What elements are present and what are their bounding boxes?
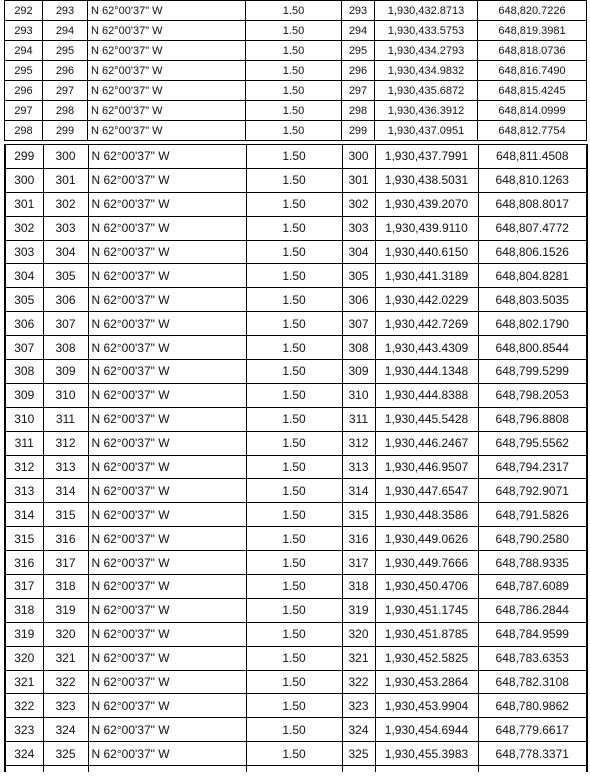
cell-bearing: N 62°00'37" W (88, 407, 246, 431)
cell-easting: 648,804.8281 (478, 264, 587, 288)
cell-northing: 1,930,432.8713 (375, 1, 478, 21)
cell-from-station: 311 (5, 431, 43, 455)
cell-from-station: 298 (5, 121, 43, 141)
cell-to-station: 313 (43, 455, 88, 479)
cell-from-station: 324 (5, 742, 43, 766)
cell-northing: 1,930,446.9507 (375, 455, 478, 479)
cell-easting: 648,812.7754 (478, 121, 587, 141)
cell-to-station: 323 (43, 694, 88, 718)
cell-easting: 648,796.8808 (478, 407, 587, 431)
cell-distance: 1.50 (246, 575, 342, 599)
cell-distance: 1.50 (246, 407, 342, 431)
cell-bearing: N 62°00'37" W (88, 61, 246, 81)
survey-table-upper-body (5, 1, 587, 141)
cell-easting: 648,786.2844 (478, 598, 587, 622)
cell-from-station: 306 (5, 312, 43, 336)
cell-distance: 1.50 (246, 598, 342, 622)
cell-easting: 648,778.3371 (478, 742, 587, 766)
cell-northing: 1,930,451.8785 (375, 622, 478, 646)
cell-easting: 648,784.9599 (478, 622, 587, 646)
cell-point-id: 313 (342, 455, 375, 479)
cell-easting: 648,790.2580 (478, 527, 587, 551)
cell-to-station: 306 (43, 288, 88, 312)
cell-point-id: 317 (342, 551, 375, 575)
table-row (5, 360, 587, 384)
cell-point-id: 322 (342, 670, 375, 694)
cell-distance: 1.50 (246, 81, 342, 101)
cell-to-station: 315 (43, 503, 88, 527)
cell-from-station: 295 (5, 61, 43, 81)
cell-to-station: 305 (43, 264, 88, 288)
cell-point-id: 316 (342, 527, 375, 551)
cell-easting: 648,794.2317 (478, 455, 587, 479)
cell-easting: 648,788.9335 (478, 551, 587, 575)
cell-distance: 1.50 (246, 288, 342, 312)
cell-point-id: 324 (342, 718, 375, 742)
cell-bearing: N 62°00'37" W (88, 1, 246, 21)
cell-point-id: 325 (342, 742, 375, 766)
cell-from-station: 305 (5, 288, 43, 312)
cell-point-id: 294 (342, 21, 375, 41)
table-row (5, 407, 587, 431)
table-row-cutoff (5, 766, 587, 772)
cell-from-station: 293 (5, 21, 43, 41)
cell-to-station: 324 (43, 718, 88, 742)
cell-easting: 648,811.4508 (478, 145, 587, 169)
cell-northing: 1,930,450.4706 (375, 575, 478, 599)
cell-northing: 1,930,445.5428 (375, 407, 478, 431)
cell-easting: 648,810.1263 (478, 168, 587, 192)
cell-northing: 1,930,434.2793 (375, 41, 478, 61)
cell-point-id: 309 (342, 360, 375, 384)
cell-to-station: 293 (43, 1, 88, 21)
table-row (5, 670, 587, 694)
cell-to-station: 310 (43, 383, 88, 407)
cell-from-station: 318 (5, 598, 43, 622)
cell-bearing: N 62°00'37" W (88, 694, 246, 718)
cell-bearing: N 62°00'37" W (88, 312, 246, 336)
cell-bearing: N 62°00'37" W (88, 145, 246, 169)
cell-empty (478, 766, 587, 772)
survey-table-lower (4, 144, 588, 772)
cell-bearing: N 62°00'37" W (88, 598, 246, 622)
table-row (5, 646, 587, 670)
cell-bearing: N 62°00'37" W (88, 168, 246, 192)
cell-bearing: N 62°00'37" W (88, 264, 246, 288)
cell-distance: 1.50 (246, 527, 342, 551)
survey-table-lower-body (5, 145, 587, 772)
cell-from-station: 320 (5, 646, 43, 670)
cell-to-station: 325 (43, 742, 88, 766)
cell-easting: 648,792.9071 (478, 479, 587, 503)
cell-from-station: 302 (5, 216, 43, 240)
cell-distance: 1.50 (246, 694, 342, 718)
table-row (5, 1, 587, 21)
cell-northing: 1,930,433.5753 (375, 21, 478, 41)
cell-to-station: 319 (43, 598, 88, 622)
table-row (5, 694, 587, 718)
cell-bearing: N 62°00'37" W (88, 718, 246, 742)
cell-distance: 1.50 (246, 360, 342, 384)
cell-point-id: 320 (342, 622, 375, 646)
cell-northing: 1,930,453.2864 (375, 670, 478, 694)
cell-easting: 648,779.6617 (478, 718, 587, 742)
cell-distance: 1.50 (246, 216, 342, 240)
cell-northing: 1,930,454.6944 (375, 718, 478, 742)
cell-easting: 648,820.7226 (478, 1, 587, 21)
table-row (5, 336, 587, 360)
cell-easting: 648,782.3108 (478, 670, 587, 694)
cell-from-station: 313 (5, 479, 43, 503)
cell-distance: 1.50 (246, 101, 342, 121)
cell-easting: 648,780.9862 (478, 694, 587, 718)
cell-easting: 648,807.4772 (478, 216, 587, 240)
survey-table-page (4, 0, 586, 772)
cell-to-station: 309 (43, 360, 88, 384)
table-row (5, 21, 587, 41)
cell-to-station: 307 (43, 312, 88, 336)
table-row (5, 312, 587, 336)
cell-from-station: 317 (5, 575, 43, 599)
cell-to-station: 296 (43, 61, 88, 81)
cell-northing: 1,930,447.6547 (375, 479, 478, 503)
cell-from-station: 296 (5, 81, 43, 101)
cell-empty (43, 766, 88, 772)
table-row (5, 551, 587, 575)
cell-distance: 1.50 (246, 192, 342, 216)
cell-bearing: N 62°00'37" W (88, 101, 246, 121)
cell-point-id: 307 (342, 312, 375, 336)
cell-bearing: N 62°00'37" W (88, 41, 246, 61)
cell-northing: 1,930,442.0229 (375, 288, 478, 312)
cell-distance: 1.50 (246, 240, 342, 264)
cell-easting: 648,815.4245 (478, 81, 587, 101)
table-row (5, 503, 587, 527)
cell-northing: 1,930,452.5825 (375, 646, 478, 670)
table-row (5, 288, 587, 312)
cell-easting: 648,814.0999 (478, 101, 587, 121)
cell-to-station: 312 (43, 431, 88, 455)
cell-from-station: 301 (5, 192, 43, 216)
cell-point-id: 308 (342, 336, 375, 360)
table-row (5, 168, 587, 192)
cell-distance: 1.50 (246, 551, 342, 575)
table-row (5, 264, 587, 288)
cell-point-id: 323 (342, 694, 375, 718)
cell-distance: 1.50 (246, 1, 342, 21)
cell-bearing: N 62°00'37" W (88, 670, 246, 694)
cell-northing: 1,930,442.7269 (375, 312, 478, 336)
cell-from-station: 304 (5, 264, 43, 288)
cell-to-station: 302 (43, 192, 88, 216)
cell-to-station: 294 (43, 21, 88, 41)
cell-bearing: N 62°00'37" W (88, 192, 246, 216)
cell-northing: 1,930,439.2070 (375, 192, 478, 216)
table-row (5, 192, 587, 216)
table-row (5, 742, 587, 766)
cell-from-station: 292 (5, 1, 43, 21)
cell-from-station: 294 (5, 41, 43, 61)
cell-bearing: N 62°00'37" W (88, 21, 246, 41)
cell-distance: 1.50 (246, 41, 342, 61)
cell-from-station: 310 (5, 407, 43, 431)
table-row (5, 41, 587, 61)
cell-bearing: N 62°00'37" W (88, 431, 246, 455)
cell-to-station: 316 (43, 527, 88, 551)
cell-point-id: 311 (342, 407, 375, 431)
cell-point-id: 304 (342, 240, 375, 264)
table-row (5, 598, 587, 622)
cell-distance: 1.50 (246, 622, 342, 646)
cell-bearing: N 62°00'37" W (88, 742, 246, 766)
cell-distance: 1.50 (246, 431, 342, 455)
cell-from-station: 309 (5, 383, 43, 407)
cell-point-id: 303 (342, 216, 375, 240)
cell-from-station: 321 (5, 670, 43, 694)
cell-point-id: 293 (342, 1, 375, 21)
cell-easting: 648,818.0736 (478, 41, 587, 61)
table-row (5, 479, 587, 503)
cell-northing: 1,930,435.6872 (375, 81, 478, 101)
cell-easting: 648,783.6353 (478, 646, 587, 670)
cell-distance: 1.50 (246, 168, 342, 192)
cell-northing: 1,930,438.5031 (375, 168, 478, 192)
cell-point-id: 302 (342, 192, 375, 216)
cell-distance: 1.50 (246, 646, 342, 670)
cell-distance: 1.50 (246, 670, 342, 694)
cell-easting: 648,816.7490 (478, 61, 587, 81)
cell-from-station: 319 (5, 622, 43, 646)
cell-point-id: 301 (342, 168, 375, 192)
cell-from-station: 307 (5, 336, 43, 360)
cell-distance: 1.50 (246, 61, 342, 81)
table-row (5, 383, 587, 407)
cell-point-id: 298 (342, 101, 375, 121)
table-row (5, 575, 587, 599)
cell-to-station: 308 (43, 336, 88, 360)
cell-from-station: 312 (5, 455, 43, 479)
table-row (5, 622, 587, 646)
table-row (5, 145, 587, 169)
cell-bearing: N 62°00'37" W (88, 646, 246, 670)
cell-from-station: 315 (5, 527, 43, 551)
cell-bearing: N 62°00'37" W (88, 121, 246, 141)
cell-bearing: N 62°00'37" W (88, 383, 246, 407)
cell-northing: 1,930,455.3983 (375, 742, 478, 766)
cell-to-station: 321 (43, 646, 88, 670)
cell-bearing: N 62°00'37" W (88, 455, 246, 479)
cell-easting: 648,787.6089 (478, 575, 587, 599)
cell-bearing: N 62°00'37" W (88, 527, 246, 551)
cell-easting: 648,802.1790 (478, 312, 587, 336)
cell-to-station: 300 (43, 145, 88, 169)
table-row (5, 718, 587, 742)
cell-to-station: 317 (43, 551, 88, 575)
cell-northing: 1,930,444.8388 (375, 383, 478, 407)
cell-northing: 1,930,434.9832 (375, 61, 478, 81)
cell-northing: 1,930,449.7666 (375, 551, 478, 575)
cell-northing: 1,930,448.3586 (375, 503, 478, 527)
table-row (5, 121, 587, 141)
cell-to-station: 320 (43, 622, 88, 646)
cell-from-station: 308 (5, 360, 43, 384)
cell-bearing: N 62°00'37" W (88, 503, 246, 527)
cell-to-station: 311 (43, 407, 88, 431)
cell-distance: 1.50 (246, 121, 342, 141)
cell-distance: 1.50 (246, 21, 342, 41)
cell-to-station: 314 (43, 479, 88, 503)
cell-easting: 648,808.8017 (478, 192, 587, 216)
cell-bearing: N 62°00'37" W (88, 551, 246, 575)
survey-table-upper (4, 0, 587, 141)
cell-distance: 1.50 (246, 336, 342, 360)
cell-empty (342, 766, 375, 772)
cell-from-station: 299 (5, 145, 43, 169)
cell-easting: 648,799.5299 (478, 360, 587, 384)
cell-empty (375, 766, 478, 772)
cell-distance: 1.50 (246, 312, 342, 336)
cell-to-station: 304 (43, 240, 88, 264)
cell-northing: 1,930,451.1745 (375, 598, 478, 622)
cell-point-id: 319 (342, 598, 375, 622)
cell-from-station: 316 (5, 551, 43, 575)
cell-easting: 648,798.2053 (478, 383, 587, 407)
cell-bearing: N 62°00'37" W (88, 622, 246, 646)
cell-point-id: 306 (342, 288, 375, 312)
cell-bearing: N 62°00'37" W (88, 479, 246, 503)
cell-distance: 1.50 (246, 145, 342, 169)
cell-northing: 1,930,449.0626 (375, 527, 478, 551)
cell-point-id: 321 (342, 646, 375, 670)
cell-to-station: 295 (43, 41, 88, 61)
cell-to-station: 298 (43, 101, 88, 121)
cell-bearing: N 62°00'37" W (88, 575, 246, 599)
cell-empty (5, 766, 43, 772)
cell-empty (246, 766, 342, 772)
cell-northing: 1,930,437.7991 (375, 145, 478, 169)
cell-point-id: 295 (342, 41, 375, 61)
cell-northing: 1,930,453.9904 (375, 694, 478, 718)
table-row (5, 61, 587, 81)
cell-bearing: N 62°00'37" W (88, 216, 246, 240)
table-row (5, 216, 587, 240)
cell-distance: 1.50 (246, 383, 342, 407)
cell-empty (88, 766, 246, 772)
cell-point-id: 300 (342, 145, 375, 169)
cell-northing: 1,930,441.3189 (375, 264, 478, 288)
cell-point-id: 314 (342, 479, 375, 503)
cell-from-station: 303 (5, 240, 43, 264)
cell-point-id: 297 (342, 81, 375, 101)
cell-distance: 1.50 (246, 264, 342, 288)
cell-point-id: 315 (342, 503, 375, 527)
cell-distance: 1.50 (246, 479, 342, 503)
table-row (5, 240, 587, 264)
cell-easting: 648,800.8544 (478, 336, 587, 360)
cell-to-station: 303 (43, 216, 88, 240)
cell-distance: 1.50 (246, 503, 342, 527)
cell-to-station: 301 (43, 168, 88, 192)
cell-easting: 648,819.3981 (478, 21, 587, 41)
cell-point-id: 299 (342, 121, 375, 141)
cell-northing: 1,930,440.6150 (375, 240, 478, 264)
cell-to-station: 299 (43, 121, 88, 141)
cell-from-station: 323 (5, 718, 43, 742)
cell-bearing: N 62°00'37" W (88, 336, 246, 360)
cell-northing: 1,930,436.3912 (375, 101, 478, 121)
cell-northing: 1,930,443.4309 (375, 336, 478, 360)
cell-easting: 648,791.5826 (478, 503, 587, 527)
cell-from-station: 300 (5, 168, 43, 192)
cell-easting: 648,795.5562 (478, 431, 587, 455)
table-row (5, 527, 587, 551)
cell-point-id: 310 (342, 383, 375, 407)
table-row (5, 431, 587, 455)
cell-to-station: 322 (43, 670, 88, 694)
cell-northing: 1,930,437.0951 (375, 121, 478, 141)
cell-northing: 1,930,444.1348 (375, 360, 478, 384)
cell-distance: 1.50 (246, 718, 342, 742)
cell-northing: 1,930,446.2467 (375, 431, 478, 455)
table-row (5, 101, 587, 121)
cell-from-station: 314 (5, 503, 43, 527)
cell-distance: 1.50 (246, 455, 342, 479)
cell-bearing: N 62°00'37" W (88, 288, 246, 312)
cell-bearing: N 62°00'37" W (88, 240, 246, 264)
cell-point-id: 305 (342, 264, 375, 288)
cell-distance: 1.50 (246, 742, 342, 766)
cell-point-id: 312 (342, 431, 375, 455)
cell-to-station: 318 (43, 575, 88, 599)
cell-northing: 1,930,439.9110 (375, 216, 478, 240)
table-row (5, 455, 587, 479)
cell-easting: 648,803.5035 (478, 288, 587, 312)
cell-from-station: 322 (5, 694, 43, 718)
cell-point-id: 296 (342, 61, 375, 81)
cell-bearing: N 62°00'37" W (88, 360, 246, 384)
cell-bearing: N 62°00'37" W (88, 81, 246, 101)
cell-to-station: 297 (43, 81, 88, 101)
table-row (5, 81, 587, 101)
cell-point-id: 318 (342, 575, 375, 599)
cell-easting: 648,806.1526 (478, 240, 587, 264)
cell-from-station: 297 (5, 101, 43, 121)
